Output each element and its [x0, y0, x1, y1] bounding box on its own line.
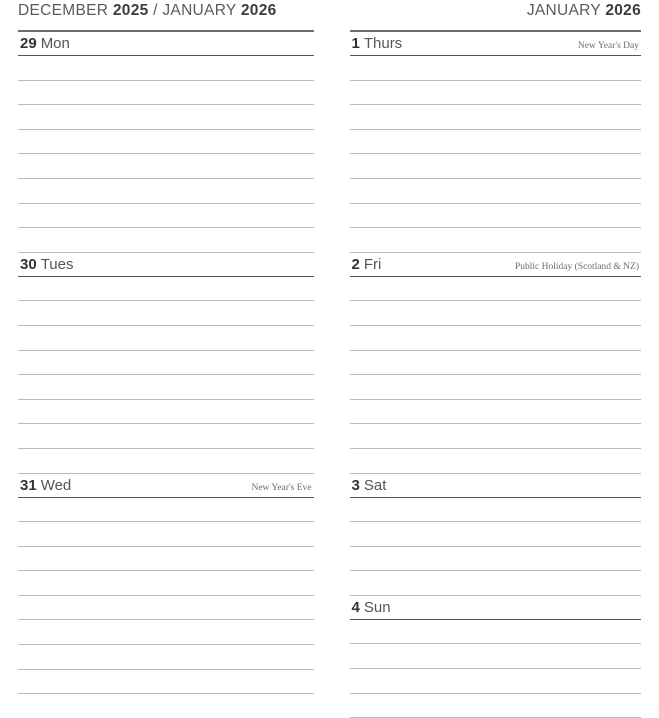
day-header-30 [18, 253, 314, 277]
day-number-4: 4 [352, 599, 360, 616]
day-title-30 [20, 256, 73, 273]
day-number-30: 30 [20, 256, 37, 273]
writing-line[interactable] [18, 571, 314, 596]
day-note-31: New Year's Eve [251, 483, 313, 493]
writing-line[interactable] [350, 375, 642, 400]
writing-line[interactable] [350, 669, 642, 694]
day-header-3 [350, 474, 642, 498]
day-weekday-1: Thurs [364, 35, 402, 52]
writing-line[interactable] [350, 694, 642, 718]
right-page [330, 0, 659, 700]
day-number-31: 31 [20, 477, 37, 494]
writing-line[interactable] [18, 105, 314, 130]
day-header-2 [350, 253, 642, 277]
writing-line[interactable] [350, 351, 642, 376]
writing-line[interactable] [350, 56, 642, 81]
writing-line[interactable] [18, 301, 314, 326]
writing-lines-4[interactable] [350, 620, 642, 718]
writing-line[interactable] [350, 130, 642, 155]
writing-line[interactable] [18, 620, 314, 645]
writing-line[interactable] [18, 351, 314, 376]
day-title-1 [352, 35, 403, 52]
day-number-1: 1 [352, 35, 360, 52]
writing-line[interactable] [350, 400, 642, 425]
writing-lines-1[interactable] [350, 56, 642, 253]
writing-lines-3[interactable] [350, 498, 642, 596]
left-header-month2: JANUARY [162, 2, 241, 19]
right-header-text [527, 0, 641, 22]
day-block-3 [350, 474, 642, 596]
writing-lines-30[interactable] [18, 277, 314, 474]
day-weekday-3: Sat [364, 477, 387, 494]
writing-line[interactable] [350, 179, 642, 204]
day-title-2 [352, 256, 382, 273]
day-block-30 [18, 253, 314, 474]
day-block-1 [350, 32, 642, 253]
writing-line[interactable] [350, 301, 642, 326]
writing-lines-2[interactable] [350, 277, 642, 474]
day-weekday-30: Tues [41, 256, 74, 273]
day-header-1 [350, 32, 642, 56]
writing-line[interactable] [18, 596, 314, 621]
writing-line[interactable] [350, 105, 642, 130]
writing-line[interactable] [18, 154, 314, 179]
writing-line[interactable] [18, 56, 314, 81]
left-page [0, 0, 330, 700]
left-header-month1: DECEMBER [18, 2, 113, 19]
writing-line[interactable] [350, 326, 642, 351]
writing-line[interactable] [18, 81, 314, 106]
day-block-31 [18, 474, 314, 695]
writing-lines-31[interactable] [18, 498, 314, 695]
day-header-29 [18, 32, 314, 56]
day-weekday-2: Fri [364, 256, 382, 273]
day-title-29 [20, 35, 70, 52]
day-block-2 [350, 253, 642, 474]
writing-line[interactable] [18, 179, 314, 204]
writing-line[interactable] [18, 228, 314, 253]
day-number-3: 3 [352, 477, 360, 494]
writing-line[interactable] [350, 644, 642, 669]
writing-line[interactable] [18, 449, 314, 474]
writing-line[interactable] [350, 498, 642, 523]
day-number-2: 2 [352, 256, 360, 273]
day-title-31 [20, 477, 71, 494]
writing-line[interactable] [18, 375, 314, 400]
day-note-2: Public Holiday (Scotland & NZ) [515, 262, 641, 272]
writing-line[interactable] [18, 670, 314, 695]
writing-line[interactable] [18, 645, 314, 670]
right-page-header [350, 0, 642, 32]
writing-line[interactable] [350, 547, 642, 572]
writing-line[interactable] [18, 522, 314, 547]
writing-line[interactable] [350, 522, 642, 547]
writing-line[interactable] [18, 424, 314, 449]
day-title-4 [352, 599, 391, 616]
day-weekday-29: Mon [41, 35, 70, 52]
left-header-year1: 2025 [113, 2, 149, 19]
writing-line[interactable] [350, 154, 642, 179]
writing-lines-29[interactable] [18, 56, 314, 253]
day-block-29 [18, 32, 314, 253]
writing-line[interactable] [18, 547, 314, 572]
day-weekday-4: Sun [364, 599, 391, 616]
day-title-3 [352, 477, 387, 494]
writing-line[interactable] [18, 326, 314, 351]
writing-line[interactable] [18, 204, 314, 229]
right-header-month: JANUARY [527, 2, 606, 19]
left-header-year2: 2026 [241, 2, 277, 19]
writing-line[interactable] [350, 424, 642, 449]
writing-line[interactable] [350, 228, 642, 253]
writing-line[interactable] [350, 81, 642, 106]
writing-line[interactable] [18, 400, 314, 425]
right-header-year: 2026 [605, 2, 641, 19]
day-header-4 [350, 596, 642, 620]
day-header-31 [18, 474, 314, 498]
day-weekday-31: Wed [41, 477, 72, 494]
left-page-header [18, 0, 314, 32]
writing-line[interactable] [350, 620, 642, 645]
writing-line[interactable] [350, 277, 642, 302]
writing-line[interactable] [350, 204, 642, 229]
writing-line[interactable] [18, 498, 314, 523]
day-note-1: New Year's Day [578, 41, 641, 51]
writing-line[interactable] [350, 449, 642, 474]
writing-line[interactable] [18, 277, 314, 302]
left-header-separator: / [149, 2, 163, 19]
left-header-text [18, 0, 277, 22]
day-number-29: 29 [20, 35, 37, 52]
writing-line[interactable] [350, 571, 642, 596]
writing-line[interactable] [18, 130, 314, 155]
